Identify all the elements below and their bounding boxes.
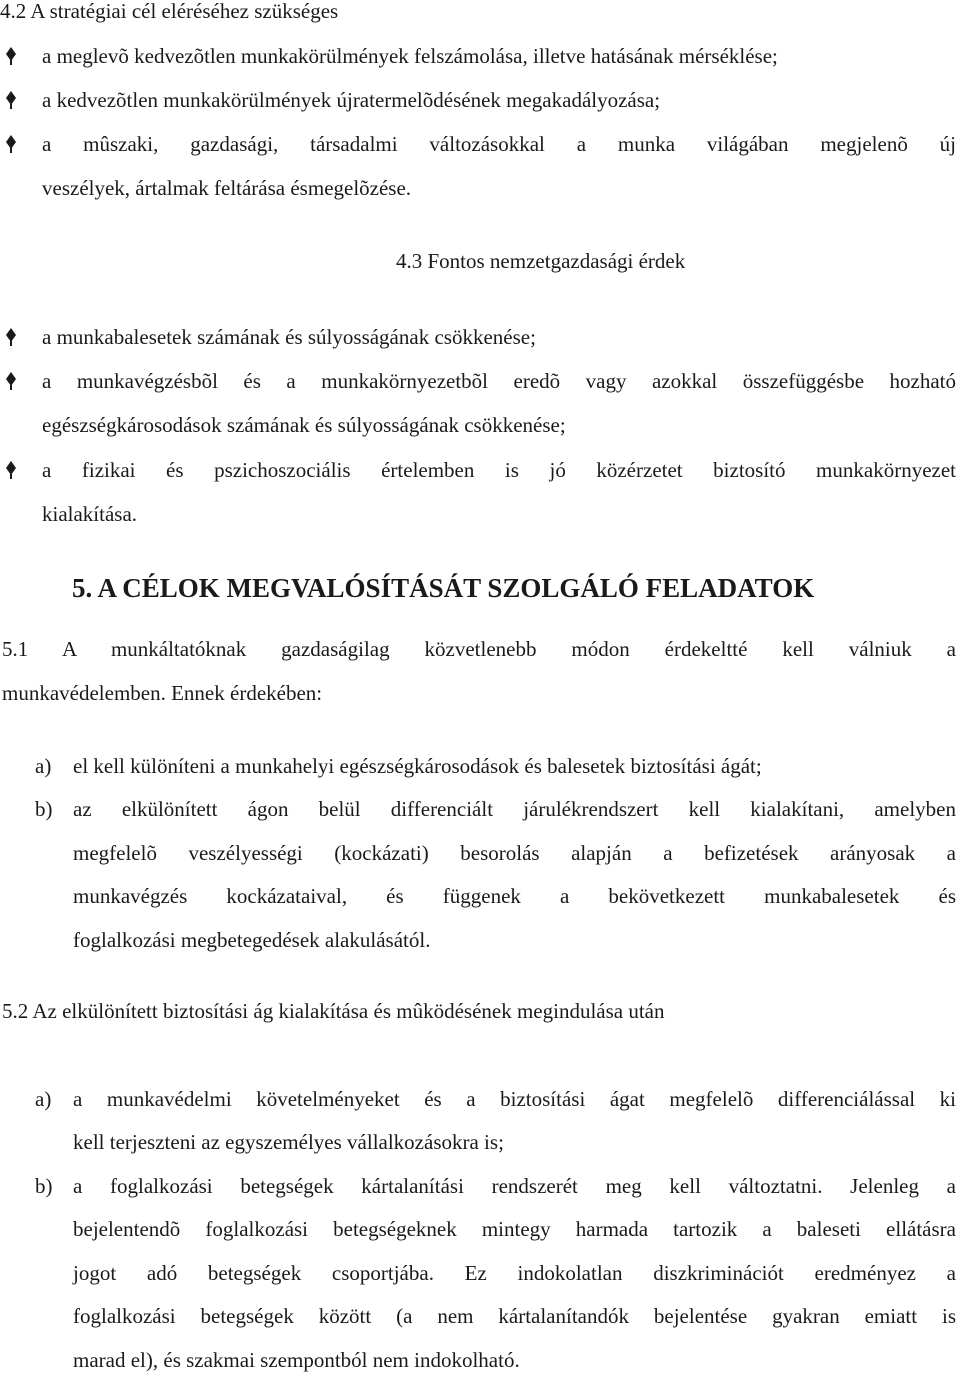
section-5-heading: 5. A CÉLOK MEGVALÓSÍTÁSÁT SZOLGÁLÓ FELADATOK (72, 573, 815, 603)
list-item: a fizikai és pszichoszociális értelemben is jó közérzetet biztosító munkakörnyezet (42, 458, 956, 482)
list-item: a munkavégzésbõl és a munkakörnyezetbõl eredõ vagy azokkal összefüggésbe hozható (42, 369, 956, 393)
list-marker: a) (35, 754, 52, 778)
section-4-2-title: 4.2 A stratégiai cél eléréséhez szükséges (0, 0, 339, 23)
diamond-bullet-icon (4, 134, 18, 154)
list-item-continuation: foglalkozási betegségek között (a nem kártalanítandók bejelentése gyakran emiatt is (73, 1304, 956, 1328)
list-item-continuation: veszélyek, ártalmak feltárása ésmegelõzése. (42, 176, 412, 200)
section-5-1-intro-continuation: munkavédelemben. Ennek érdekében: (2, 681, 323, 705)
list-item-continuation: munkavégzés kockázataival, és függenek a bekövetkezett munkabalesetek és (73, 884, 956, 908)
diamond-bullet-icon (4, 460, 18, 480)
diamond-bullet-icon (4, 371, 18, 391)
diamond-bullet-icon (4, 46, 18, 66)
list-item: a foglalkozási betegségek kártalanítási rendszerét meg kell változtatni. Jelenleg a (73, 1174, 956, 1198)
list-item: a munkavédelmi követelményeket és a biztosítási ágat megfelelõ differenciálással ki (73, 1087, 956, 1111)
list-item-continuation: marad el), és szakmai szempontból nem indokolható. (73, 1348, 520, 1372)
list-item: az elkülönített ágon belül differenciált járulékrendszert kell kialakítani, amelyben (73, 797, 956, 821)
list-item: a munkabalesetek számának és súlyosságának csökkenése; (42, 325, 536, 349)
section-5-1-intro: 5.1 A munkáltatóknak gazdaságilag közvetlenebb módon érdekeltté kell válniuk a (2, 637, 956, 661)
list-item-continuation: jogot adó betegségek csoportjába. Ez indokolatlan diszkriminációt eredményez a (73, 1261, 956, 1285)
list-item-continuation: kell terjeszteni az egyszemélyes vállalkozásokra is; (73, 1130, 504, 1154)
list-item: a mûszaki, gazdasági, társadalmi változásokkal a munka világában megjelenõ új (42, 132, 956, 156)
list-item-continuation: bejelentendõ foglalkozási betegségeknek mintegy harmada tartozik a baleseti ellátásra (73, 1217, 956, 1241)
list-item-continuation: megfelelõ veszélyességi (kockázati) besorolás alapján a befizetések arányosak a (73, 841, 956, 865)
list-marker: b) (35, 1174, 53, 1198)
list-item: el kell különíteni a munkahelyi egészségkárosodások és balesetek biztosítási ágát; (73, 754, 762, 778)
list-item: a meglevõ kedvezõtlen munkakörülmények felszámolása, illetve hatásának mérséklése; (42, 44, 778, 68)
list-item: a kedvezõtlen munkakörülmények újratermelõdésének megakadályozása; (42, 88, 661, 112)
list-item-continuation: kialakítása. (42, 502, 138, 526)
diamond-bullet-icon (4, 90, 18, 110)
list-marker: b) (35, 797, 53, 821)
list-item-continuation: foglalkozási megbetegedések alakulásától. (73, 928, 431, 952)
list-marker: a) (35, 1087, 52, 1111)
diamond-bullet-icon (4, 327, 18, 347)
section-4-3-title: 4.3 Fontos nemzetgazdasági érdek (396, 249, 686, 273)
section-5-2-title: 5.2 Az elkülönített biztosítási ág kialakítása és mûködésének megindulása után (2, 999, 665, 1023)
list-item-continuation: egészségkárosodások számának és súlyosságának csökkenése; (42, 413, 566, 437)
